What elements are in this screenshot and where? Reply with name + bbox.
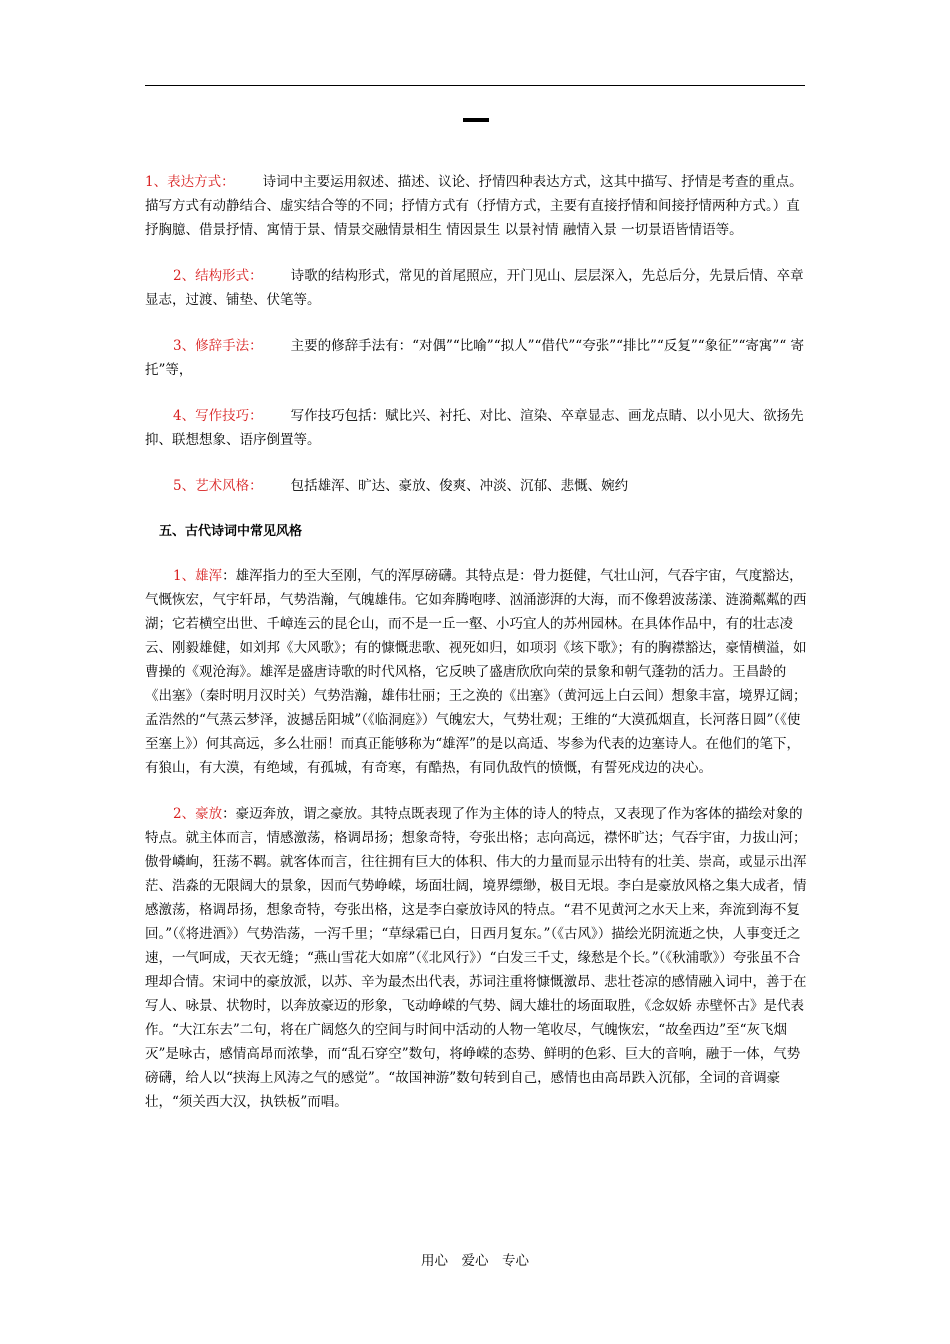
style-haofang [145, 802, 807, 1114]
style-text: ：豪迈奔放，谓之豪放。其特点既表现了作为主体的诗人的特点，又表现了作为客体的描绘对象的特点。就主体而言，情感激荡，格调昂扬；想象奇特，夸张出格；志向高远，襟怀旷达；气吞宇宙，力拔山河；傲骨嶙峋，狂荡不羁。就客体而言，往往拥有巨大的体积、伟大的力量而显示出特有的壮美、崇高，或显示出浑茫、浩淼的无限阔大的景象，因而气势峥嵘，场面壮阔，境界缥缈，极目无垠。李白是豪放风格之集大成者，情感激荡，格调昂扬，想象奇特，夸张出格，这是李白豪放诗风的特点。“君不见黄河之水天上来，奔流到海不复回。”（《将进酒》）气势浩荡，一泻千里；“草绿霜已白，日西月复东。”（《古风》）描绘光阴流逝之快，人事变迁之速，一气呵成，天衣无缝；“燕山雪花大如席”（《北风行》）“白发三千丈，缘愁是个长。”（《秋浦歌》）夸张虽不合理却合情。宋词中的豪放派，以苏、辛为最杰出代表，苏词注重将慷慨激昂、悲壮苍凉的感情融入词中，善于在写人、咏景、状物时，以奔放豪迈的形象，飞动峥嵘的气势、阔大雄壮的场面取胜，《念奴娇 赤壁怀古》是代表作。“大江东去”二句，将在广阔悠久的空间与时间中活动的人物一笔收尽，气魄恢宏，“故垒西边”至“灰飞烟灭”是咏古，感情高昂而浓挚，而“乱石穿空”数句，将峥嵘的态势、鲜明的色彩、巨大的音响，融于一体，气势磅礴，给人以“挟海上风涛之气的感觉”。“故国神游”数句转到自己，感情也由高昂跌入沉郁，全词的音调豪壮，“须关西大汉，执铁板”而唱。 [145, 806, 807, 1110]
item-text: 写作技巧包括：赋比兴、衬托、对比、渲染、卒章显志、画龙点睛、以小见大、欲扬先抑、联想想象、语序倒置等。 [145, 408, 804, 448]
item-label: 1、表达方式： [145, 174, 235, 190]
item-text: 诗词中主要运用叙述、描述、议论、抒情四种表达方式，这其中描写、抒情是考查的重点。描写方式有动静结合、虚实结合等的不同；抒情方式有（抒情方式，主要有直接抒情和间接抒情两种方式。）直抒胸臆、借景抒情、寓情于景、情景交融情景相生 情因景生 以景衬情 融情入景 一切景语皆情语等。 [145, 174, 803, 238]
style-label: 1、雄浑 [173, 568, 223, 584]
item-label: 2、结构形式： [173, 268, 263, 284]
item-text: 包括雄浑、旷达、豪放、俊爽、冲淡、沉郁、悲慨、婉约 [290, 478, 629, 494]
item-technique [145, 404, 807, 452]
page-footer: 用心 爱心 专心 [421, 1253, 529, 1269]
item-label: 5、艺术风格： [173, 478, 263, 494]
item-style [145, 474, 807, 498]
header-mark [463, 118, 489, 122]
item-text: 主要的修辞手法有：“对偶”“比喻”“拟人”“借代”“夸张”“排比”“反复”“象征”“寄寓”“ 寄托”等， [145, 338, 805, 378]
document-body [145, 170, 807, 1136]
style-text: ：雄浑指力的至大至刚，气的浑厚磅礴。其特点是：骨力挺健，气壮山河，气吞宇宙，气度豁达，气慨恢宏，气宇轩昂，气势浩瀚，气魄雄伟。它如奔腾咆哮、汹涌澎湃的大海，而不像碧波荡漾、涟漪粼粼的西湖；它若横空出世、千嶂连云的昆仑山，而不是一丘一壑、小巧宜人的苏州园林。在具体作品中，有的壮志凌云、刚毅雄健，如刘邦《大风歌》；有的慷慨悲歌、视死如归，如项羽《垓下歌》；有的胸襟豁达，豪情横溢，如曹操的《观沧海》。雄浑是盛唐诗歌的时代风格，它反映了盛唐欣欣向荣的景象和朝气蓬勃的活力。王昌龄的《出塞》（秦时明月汉时关）气势浩瀚，雄伟壮丽；王之涣的《出塞》（黄河远上白云间）想象丰富，境界辽阔；孟浩然的“气蒸云梦泽，波撼岳阳城”（《临洞庭》）气魄宏大，气势壮观；王维的“大漠孤烟直，长河落日圆”（《使至塞上》）何其高远，多么壮丽！而真正能够称为“雄浑”的是以高适、岑参为代表的边塞诗人。在他们的笔下，有狼山，有大漠，有绝域，有孤城，有奇寒，有酷热，有同仇敌忾的愤慨，有誓死戍边的决心。 [145, 568, 807, 776]
item-text: 诗歌的结构形式，常见的首尾照应，开门见山、层层深入，先总后分，先景后情、卒章显志，过渡、铺垫、伏笔等。 [145, 268, 804, 308]
item-label: 3、修辞手法： [173, 338, 263, 354]
style-xionghun [145, 564, 807, 780]
item-rhetoric [145, 334, 807, 382]
style-label: 2、豪放 [173, 806, 223, 822]
item-structure [145, 264, 807, 312]
item-label: 4、写作技巧： [173, 408, 263, 424]
section-heading: 五、古代诗词中常见风格 [159, 524, 303, 539]
header-rule [145, 85, 805, 86]
item-expression [145, 170, 807, 242]
